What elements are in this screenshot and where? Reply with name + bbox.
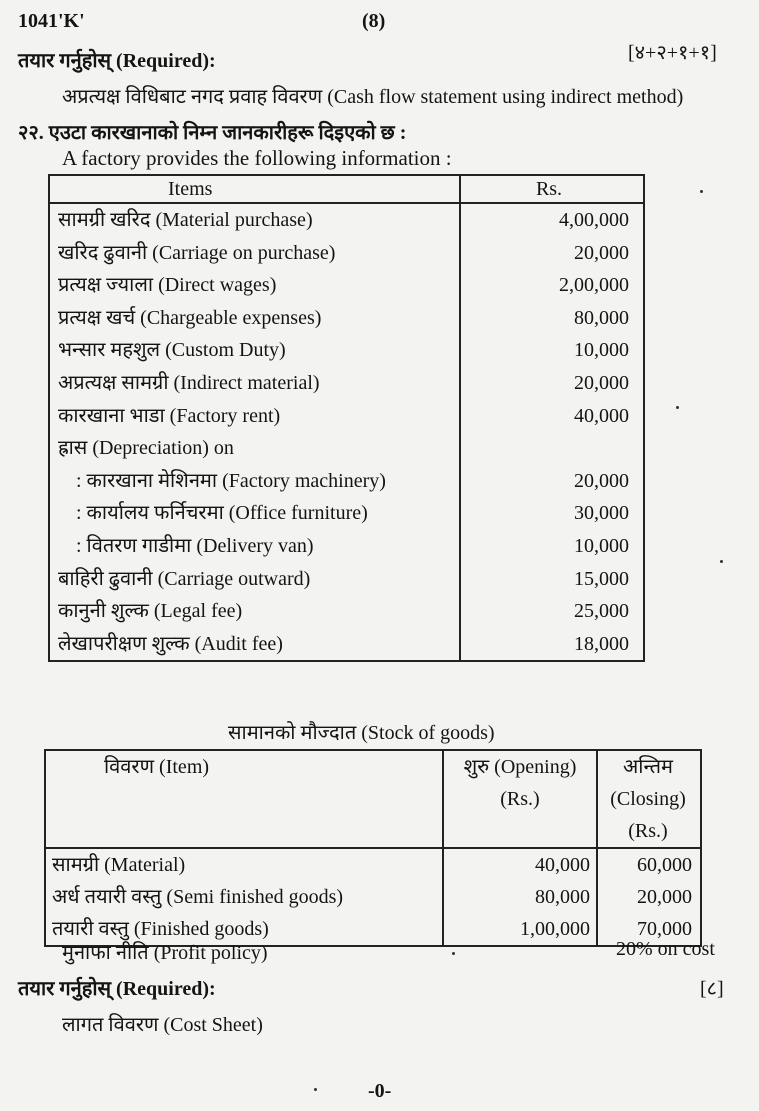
amount-header: Rs. — [460, 175, 644, 203]
scan-speck — [676, 406, 679, 409]
opening-unit: (Rs.) — [500, 788, 540, 810]
closing-label: अन्तिम (Closing) — [610, 756, 686, 810]
amount-cell: 80,000 — [574, 306, 629, 329]
required-heading-2: तयार गर्नुहोस् (Required): — [18, 978, 216, 1000]
items-header: Items — [49, 175, 460, 203]
paper-code: 1041'K' — [18, 10, 85, 32]
item-cell: अप्रत्यक्ष सामग्री (Indirect material) — [49, 367, 460, 400]
table-row — [49, 465, 644, 498]
item-cell: भन्सार महशुल (Custom Duty) — [49, 334, 460, 367]
items-table-header-row — [49, 175, 644, 203]
scan-speck — [700, 190, 703, 193]
stock-opening-header — [443, 750, 597, 848]
item-cell: कारखाना भाडा (Factory rent) — [49, 400, 460, 433]
marks-1: [४+२+१+१] — [628, 42, 717, 64]
amount-cell: 4,00,000 — [559, 209, 629, 231]
table-row — [49, 269, 644, 302]
cash-flow-line: अप्रत्यक्ष विधिबाट नगद प्रवाह विवरण (Cash flow statement using indirect method) — [62, 86, 684, 108]
table-row — [49, 530, 644, 563]
table-row — [49, 628, 644, 662]
table-row — [49, 367, 644, 400]
question-number-text: २२. एउटा कारखानाको निम्न जानकारीहरू दिइएको छ : — [18, 122, 407, 144]
item-cell: : वितरण गाडीमा (Delivery van) — [49, 530, 460, 563]
stock-item-cell: अर्ध तयारी वस्तु (Semi finished goods) — [45, 881, 443, 913]
table-row — [49, 302, 644, 335]
table-row — [45, 848, 701, 881]
stock-header-row — [45, 750, 701, 848]
amount-cell: 15,000 — [574, 567, 629, 590]
stock-item-cell: सामग्री (Material) — [45, 848, 443, 881]
amount-cell: 25,000 — [574, 600, 629, 623]
stock-item-cell: तयारी वस्तु (Finished goods) — [45, 913, 443, 946]
table-row — [49, 400, 644, 433]
stock-title: सामानको मौज्दात (Stock of goods) — [228, 722, 495, 744]
scan-speck — [720, 560, 723, 563]
amount-cell: 18,000 — [574, 632, 629, 655]
table-row — [49, 432, 644, 465]
item-cell: कानुनी शुल्क (Legal fee) — [49, 595, 460, 628]
amount-cell: 40,000 — [574, 404, 629, 427]
stock-closing-cell: 20,000 — [637, 886, 692, 908]
table-row — [49, 563, 644, 596]
item-cell: प्रत्यक्ष खर्च (Chargeable expenses) — [49, 302, 460, 335]
stock-item-header: विवरण (Item) — [45, 750, 443, 848]
item-cell: : कार्यालय फर्निचरमा (Office furniture) — [49, 497, 460, 530]
table-row — [49, 203, 644, 237]
scan-speck — [452, 952, 455, 955]
amount-cell: 10,000 — [574, 339, 629, 362]
stock-closing-cell: 60,000 — [637, 854, 692, 876]
amount-cell: 20,000 — [574, 469, 629, 492]
stock-opening-cell: 1,00,000 — [443, 913, 597, 946]
page-end-marker: -0- — [368, 1080, 392, 1102]
item-cell: सामग्री खरिद (Material purchase) — [49, 203, 460, 237]
item-cell: खरिद ढुवानी (Carriage on purchase) — [49, 237, 460, 270]
amount-cell: 10,000 — [574, 534, 629, 557]
closing-unit: (Rs.) — [628, 820, 668, 842]
cost-sheet-line: लागत विवरण (Cost Sheet) — [62, 1014, 263, 1036]
amount-cell: 20,000 — [574, 241, 629, 264]
required-heading-1: तयार गर्नुहोस् (Required): — [18, 50, 216, 72]
items-table — [48, 174, 645, 662]
stock-opening-cell: 80,000 — [443, 881, 597, 913]
scan-speck — [314, 1088, 317, 1091]
stock-table — [44, 749, 702, 947]
page-number: (8) — [362, 10, 386, 32]
item-cell: ह्रास (Depreciation) on — [49, 432, 460, 465]
amount-cell: 30,000 — [574, 502, 629, 525]
table-row — [49, 595, 644, 628]
stock-closing-cell: 70,000 — [637, 918, 692, 940]
table-row — [49, 334, 644, 367]
opening-label: शुरु (Opening) — [463, 756, 577, 778]
amount-cell: 20,000 — [574, 371, 629, 394]
item-cell: बाहिरी ढुवानी (Carriage outward) — [49, 563, 460, 596]
amount-cell — [460, 432, 644, 465]
table-row — [49, 237, 644, 270]
profit-policy-label: मुनाफा नीति (Profit policy) — [62, 942, 268, 964]
item-cell: लेखापरीक्षण शुल्क (Audit fee) — [49, 628, 460, 662]
stock-opening-cell: 40,000 — [443, 848, 597, 881]
marks-2: [८] — [700, 978, 724, 1000]
amount-cell: 2,00,000 — [559, 274, 629, 297]
question-english-text: A factory provides the following information : — [62, 146, 452, 170]
table-row — [49, 497, 644, 530]
profit-policy-value: 20% on cost — [616, 938, 715, 960]
table-row — [45, 881, 701, 913]
item-cell: : कारखाना मेशिनमा (Factory machinery) — [49, 465, 460, 498]
stock-closing-header — [597, 750, 701, 848]
item-cell: प्रत्यक्ष ज्याला (Direct wages) — [49, 269, 460, 302]
